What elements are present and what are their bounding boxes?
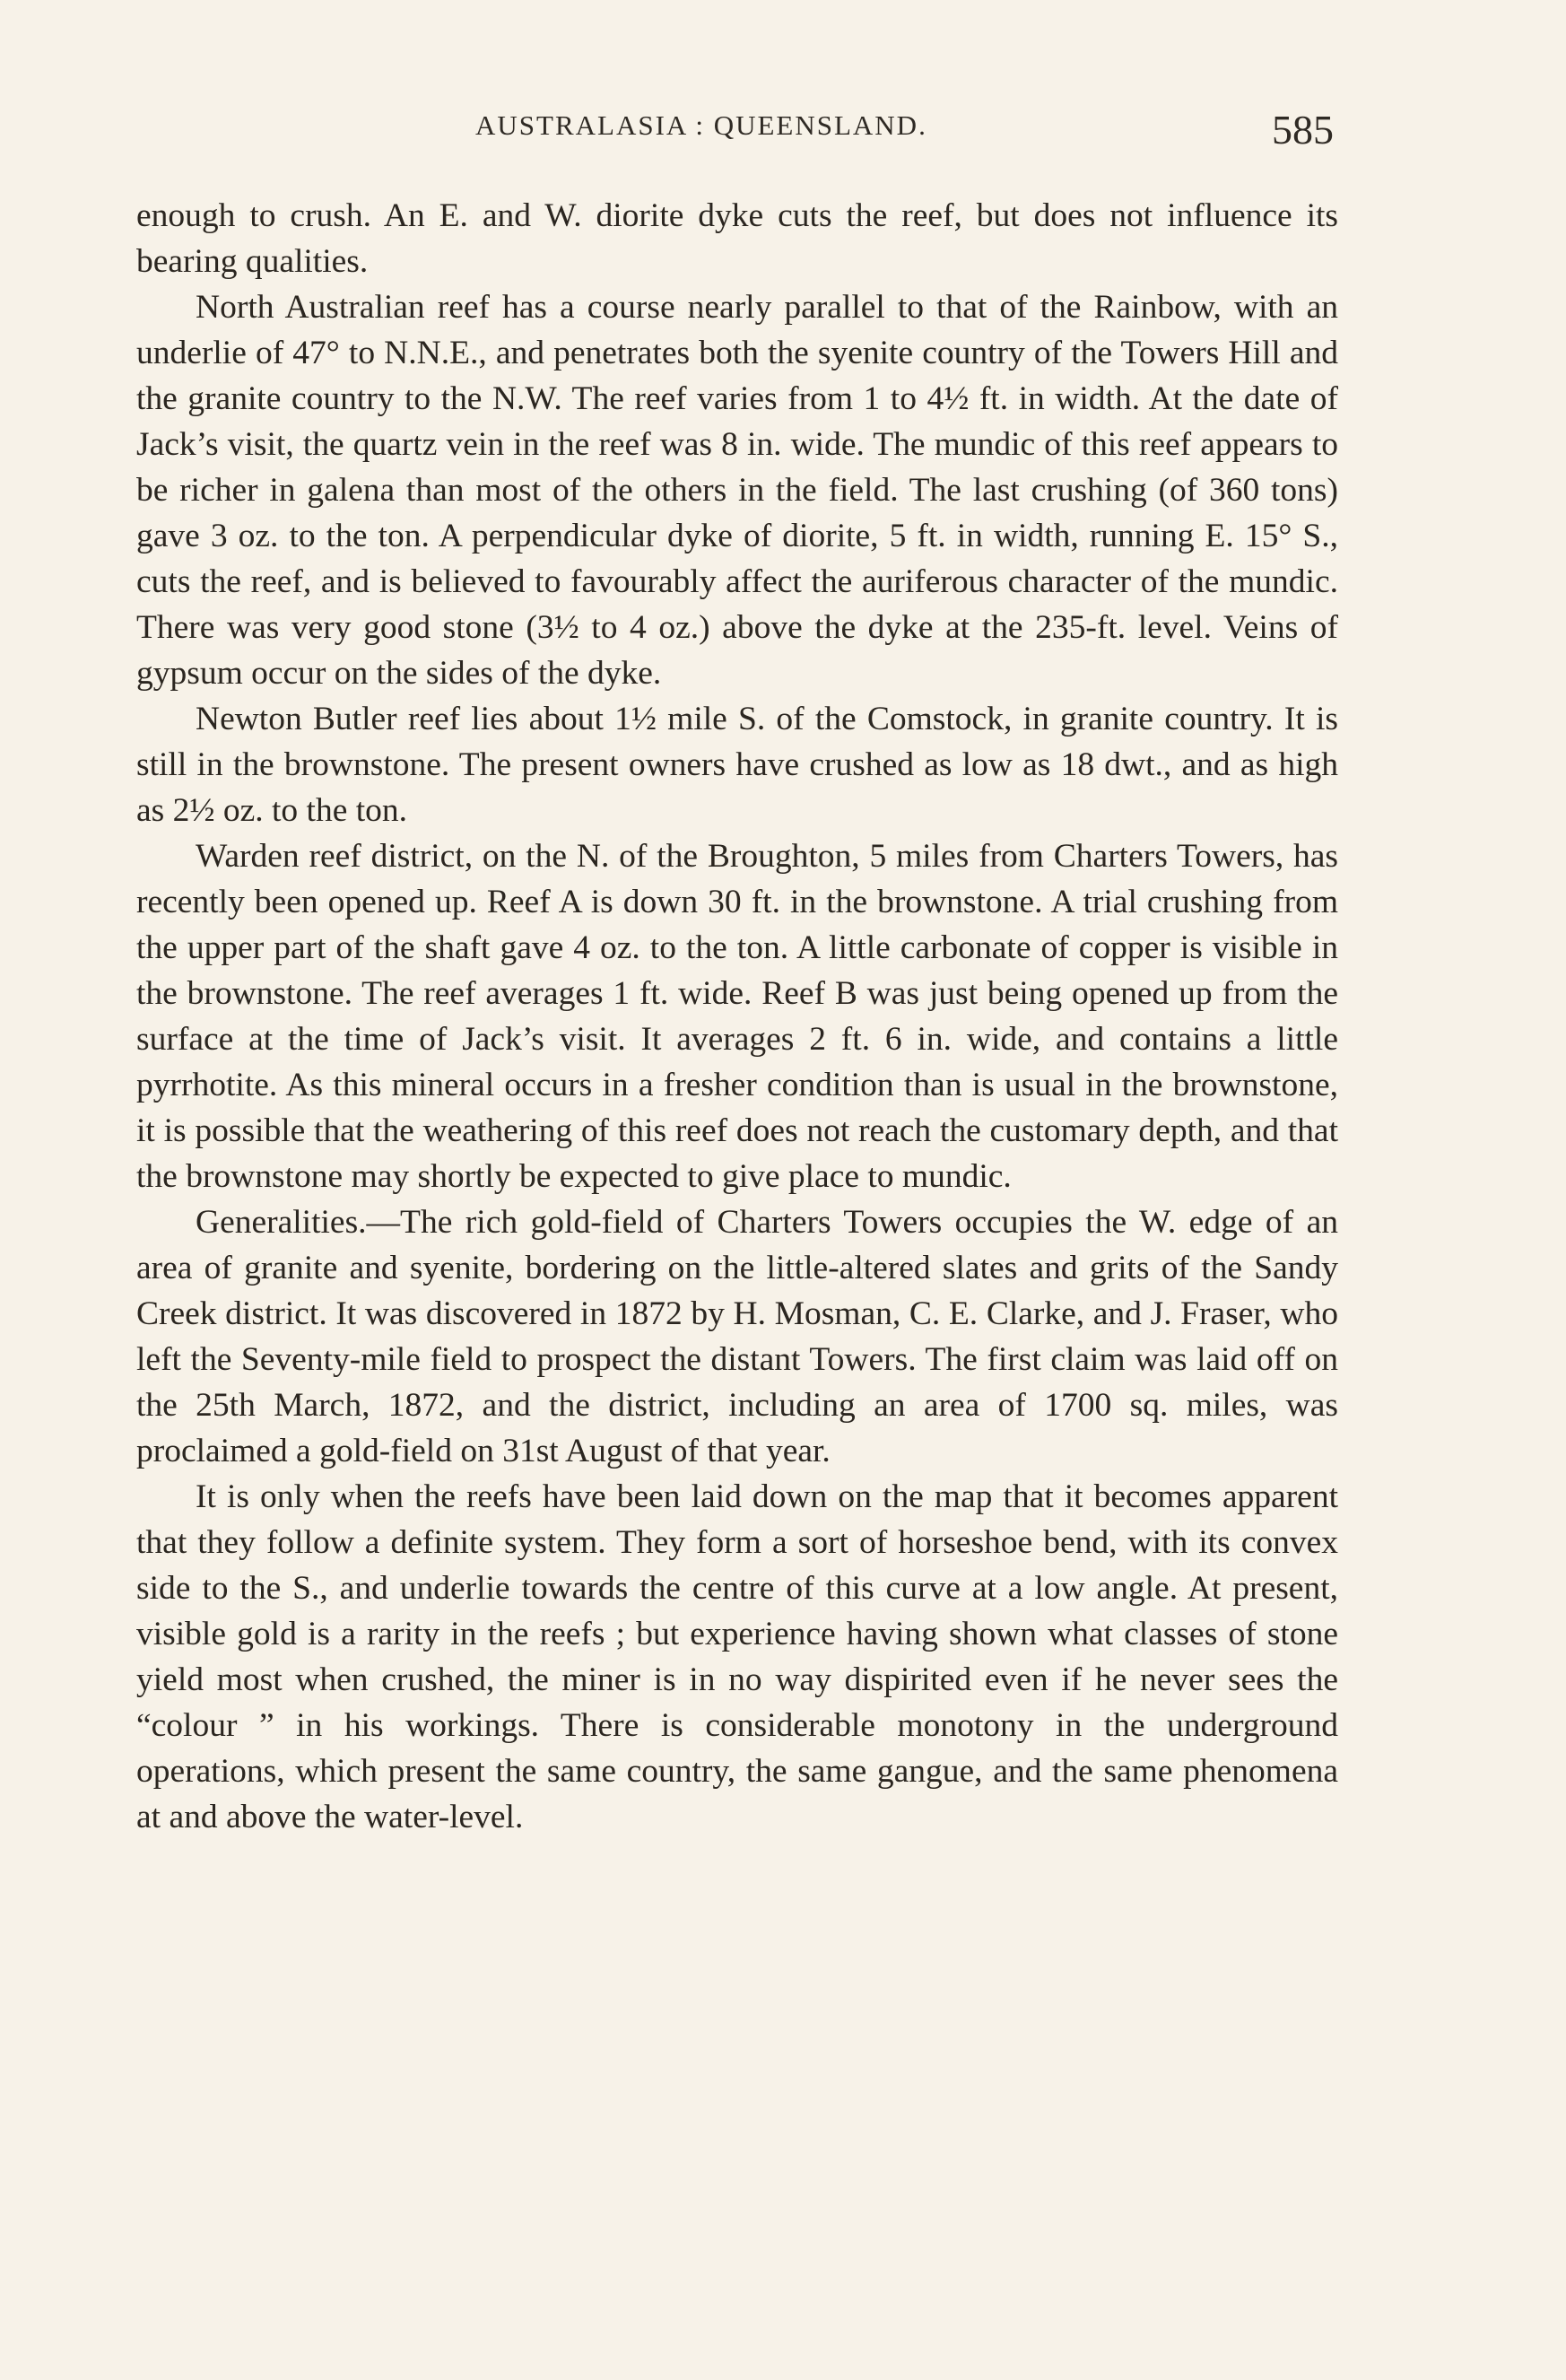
page-number: 585 (1272, 107, 1334, 153)
running-head: AUSTRALASIA : QUEENSLAND. (475, 109, 927, 141)
paragraph-north-australian-reef: North Australian reef has a course nearly parallel to that of the Rainbow, with an underlie of 47° to N.N.E., and penetrates both the syenite country of the Towers Hill and the granite country to the N.W. The reef varies from 1 to 4½ ft. in width. At the date of Jack’s visit, the quartz vein in the reef was 8 in. wide. The mundic of this reef appears to be richer in galena than most of the others in the field. The last crushing (of 360 tons) gave 3 oz. to the ton. A perpendicular dyke of diorite, 5 ft. in width, running E. 15° S., cuts the reef, and is believed to favourably affect the auriferous character of the mundic. There was very good stone (3½ to 4 oz.) above the dyke at the 235-ft. level. Veins of gypsum occur on the sides of the dyke. (136, 289, 1338, 692)
paragraph-warden-reef: Warden reef district, on the N. of the Broughton, 5 miles from Charters Towers, has recently been opened up. Reef A is down 30 ft. in the brownstone. A trial crushing from the upper part of the shaft gave 4 oz. to the ton. A little carbonate of copper is visible in the brownstone. The reef averages 1 ft. wide. Reef B was just being opened up from the surface at the time of Jack’s visit. It averages 2 ft. 6 in. wide, and contains a little pyrrhotite. As this mineral occurs in a fresher condition than is usual in the brownstone, it is possible that the weathering of this reef does not reach the customary depth, and that the brownstone may shortly be expected to give place to mundic. (136, 838, 1338, 1195)
paragraph-newton-butler-reef: Newton Butler reef lies about 1½ mile S. of the Comstock, in granite country. It is still in the brownstone. The present owners have crushed as low as 18 dwt., and as high as 2½ oz. to the ton. (136, 701, 1338, 829)
body-text (136, 193, 1338, 1840)
paragraph-generalities: Generalities.—The rich gold-field of Charters Towers occupies the W. edge of an area of granite and syenite, bordering on the little-altered slates and grits of the Sandy Creek district. It was discovered in 1872 by H. Mosman, C. E. Clarke, and J. Fraser, who left the Seventy-mile field to prospect the distant Towers. The first claim was laid off on the 25th March, 1872, and the district, including an area of 1700 sq. miles, was proclaimed a gold-field on 31st August of that year. (136, 1204, 1338, 1469)
paragraph-continued: enough to crush. An E. and W. diorite dyke cuts the reef, but does not influence its bearing qualities. (136, 197, 1338, 280)
paragraph-reef-system: It is only when the reefs have been laid down on the map that it becomes apparent that they follow a definite system. They form a sort of horseshoe bend, with its convex side to the S., and underlie towards the centre of this curve at a low angle. At present, visible gold is a rarity in the reefs ; but experience having shown what classes of stone yield most when crushed, the miner is in no way dispirited even if he never sees the “colour ” in his workings. There is considerable monotony in the underground operations, which present the same country, the same gangue, and the same phenomena at and above the water-level. (136, 1478, 1338, 1835)
